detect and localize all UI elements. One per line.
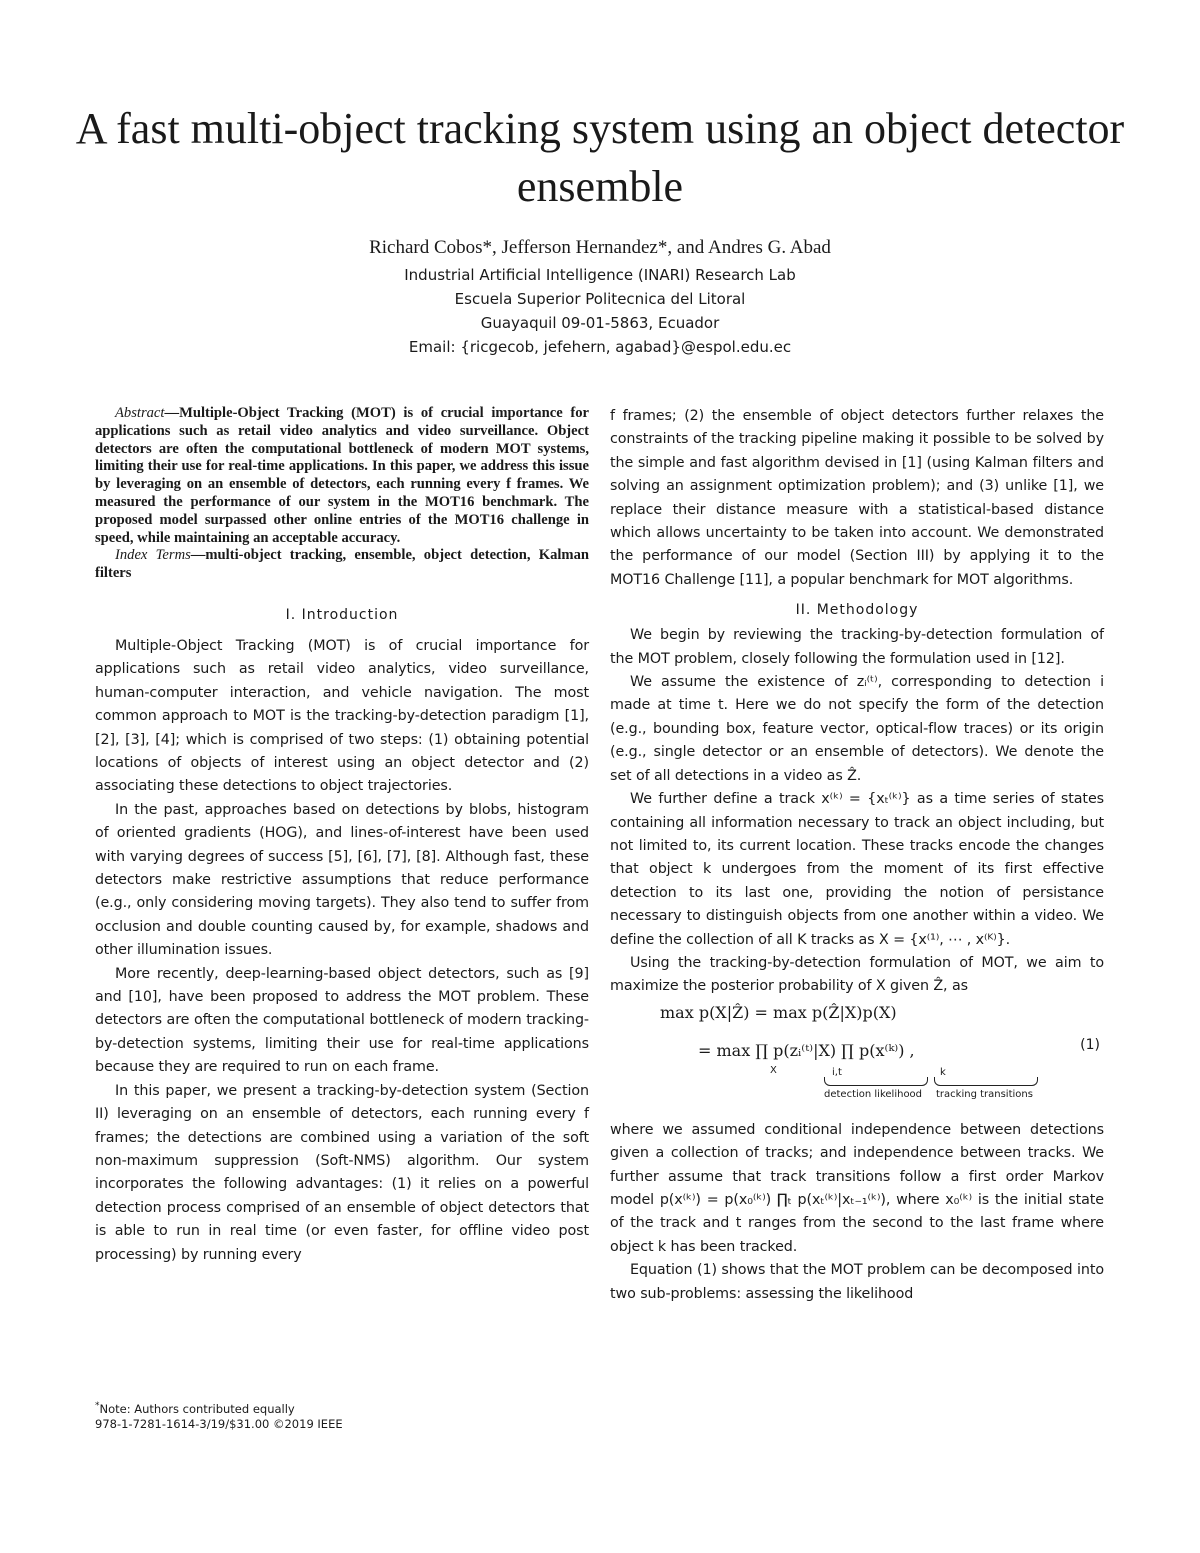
intro-paragraph-2: In the past, approaches based on detections by blobs, histogram of oriented gradients (HOG), and lines-of-interest have been used with varying degrees of success [5], [6], [7], [8]. Although fast, these detectors make restrictive assumptions that reduce performance (e.g., only considering moving targets). They also tend to suffer from occlusion and double counting caused by, for example, shadows and other illumination issues. [95,801,589,959]
intro-paragraph-3: More recently, deep-learning-based object detectors, such as [9] and [10], have been proposed to address the MOT problem. These detectors are often the computational bottleneck of modern tracking-by-detection systems, limiting their use for real-time applications because they are required to run on each frame. [95,965,589,1076]
equation-number: (1) [1080,1036,1100,1053]
intro-paragraph-1: Multiple-Object Tracking (MOT) is of crucial importance for applications such as retail video analytics, video surveillance, human-computer interaction, and vehicle navigation. The most common approach to MOT is the tracking-by-detection paradigm [1], [2], [3], [4]; which is comprised of two steps: (1) obtaining potential locations of objects of interest using an object detector and (2) associating these detections to object trajectories. [95,637,589,795]
footnote-mark: * [95,1401,100,1411]
footnote-text: Note: Authors contributed equally [99,1401,295,1416]
brace-label-detection: detection likelihood [824,1088,923,1100]
abstract [95,405,589,547]
intro-paragraph-4: In this paper, we present a tracking-by-detection system (Section II) leveraging on an ensemble of detectors, each running every f frames; the detections are combined using a variation of the soft non-maximum suppression (Soft-NMS) algorithm. Our system incorporates the following advantages: (1) it relies on a powerful detection process comprised of an ensemble of object detectors that is able to run in real time (or even faster, for offline video post processing) by running every [95,1082,589,1263]
abstract-label: Abstract [115,405,165,421]
index-terms-label: Index Terms [115,547,191,564]
index-terms-text: —multi-object tracking, ensemble, object detection, Kalman filters [95,547,589,582]
section-heading-introduction: I. Introduction [285,606,399,623]
index-terms [95,547,589,583]
equation-subscript-k: k [940,1066,946,1078]
abstract-text: —Multiple-Object Tracking (MOT) is of crucial importance for applications such as retail video analytics and video surveillance. Object detectors are often the computational bottleneck of modern MOT systems, limiting their use for real-time applications. In this paper, we address this issue by leveraging on an ensemble of detectors, each running every f frames. We measured the performance of our system in the MOT16 benchmark. The proposed model surpassed other online entries of the MOT16 challenge in speed, while maintaining an acceptable accuracy. [95,405,589,546]
authors: Richard Cobos*, Jefferson Hernandez*, and Andres G. Abad [369,237,831,258]
paper-title: A fast multi-object tracking system using an object detector ensemble [75,104,1125,211]
affiliation-email: Email: {ricgecob, jefehern, agabad}@espol.edu.ec [408,338,792,356]
footnote-copyright: 978-1-7281-1614-3/19/$31.00 ©2019 IEEE [95,1417,343,1431]
equation-1 [610,999,1104,1119]
equation-subscript-x: X [770,1064,777,1076]
method-paragraph-2: We assume the existence of zᵢ⁽ᵗ⁾, corresponding to detection i made at time t. Here we do not specify the form of the detection (e.g., bounding box, feature vector, optical-flow traces) or its origin (e.g., single detector or an ensemble of detectors). We denote the set of all detections in a video as Ẑ. [610,674,1104,784]
brace-label-tracking: tracking transitions [936,1088,1033,1100]
method-paragraph-5: where we assumed conditional independence between detections given a collection of tracks; and independence between tracks. We further assume that track transitions follow a first order Markov model p(x⁽ᵏ⁾) = p(x₀⁽ᵏ⁾) ∏ₜ p(xₜ⁽ᵏ⁾|xₜ₋₁⁽ᵏ⁾), where x₀⁽ᵏ⁾ is the initial state of the track and t ranges from the second to the last frame where object k has been tracked. [610,1121,1104,1255]
equation-line-2: = max ∏ p(zᵢ⁽ᵗ⁾|X) ∏ p(x⁽ᵏ⁾) , [698,1040,915,1060]
section-heading-methodology: II. Methodology [795,602,919,619]
left-column [95,405,589,1267]
method-paragraph-6: Equation (1) shows that the MOT problem can be decomposed into two sub-problems: assessing the likelihood [610,1262,1104,1302]
method-paragraph-1: We begin by reviewing the tracking-by-detection formulation of the MOT problem, closely following the formulation used in [12]. [610,627,1104,667]
affiliation-school: Escuela Superior Politecnica del Litoral [454,290,746,308]
affiliation-lab: Industrial Artificial Intelligence (INARI) Research Lab [404,266,796,284]
brace-detection [824,1077,928,1086]
equation-line-1: max p(X|Ẑ) = max p(Ẑ|X)p(X) [660,1002,897,1022]
right-column [610,405,1104,1306]
method-paragraph-3: We further define a track x⁽ᵏ⁾ = {xₜ⁽ᵏ⁾} as a time series of states containing all information necessary to track an object including, but not limited to, its current location. These tracks encode the changes that object k undergoes from the moment of its first effective detection to its last one, providing the notion of persistance necessary to distinguish objects from one another within a video. We define the collection of all K tracks as X = {x⁽¹⁾, ⋯ , x⁽ᴷ⁾}. [610,791,1104,948]
method-paragraph-4: Using the tracking-by-detection formulation of MOT, we aim to maximize the posterior probability of X given Ẑ, as [610,954,1104,995]
affiliation-city: Guayaquil 09-01-5863, Ecuador [480,314,720,332]
footnote-authors [95,1398,295,1417]
brace-tracking [934,1077,1038,1086]
equation-subscript-it: i,t [832,1066,842,1078]
right-paragraph-0: f frames; (2) the ensemble of object detectors further relaxes the constraints of the tracking pipeline making it possible to be solved by the simple and fast algorithm devised in [1] (using Kalman filters and solving an assignment optimization problem); and (3) unlike [1], we replace their distance measure with a statistical-based distance which allows uncertainty to be taken into account. We demonstrated the performance of our model (Section III) by applying it to the MOT16 Challenge [11], a popular benchmark for MOT algorithms. [610,408,1104,588]
